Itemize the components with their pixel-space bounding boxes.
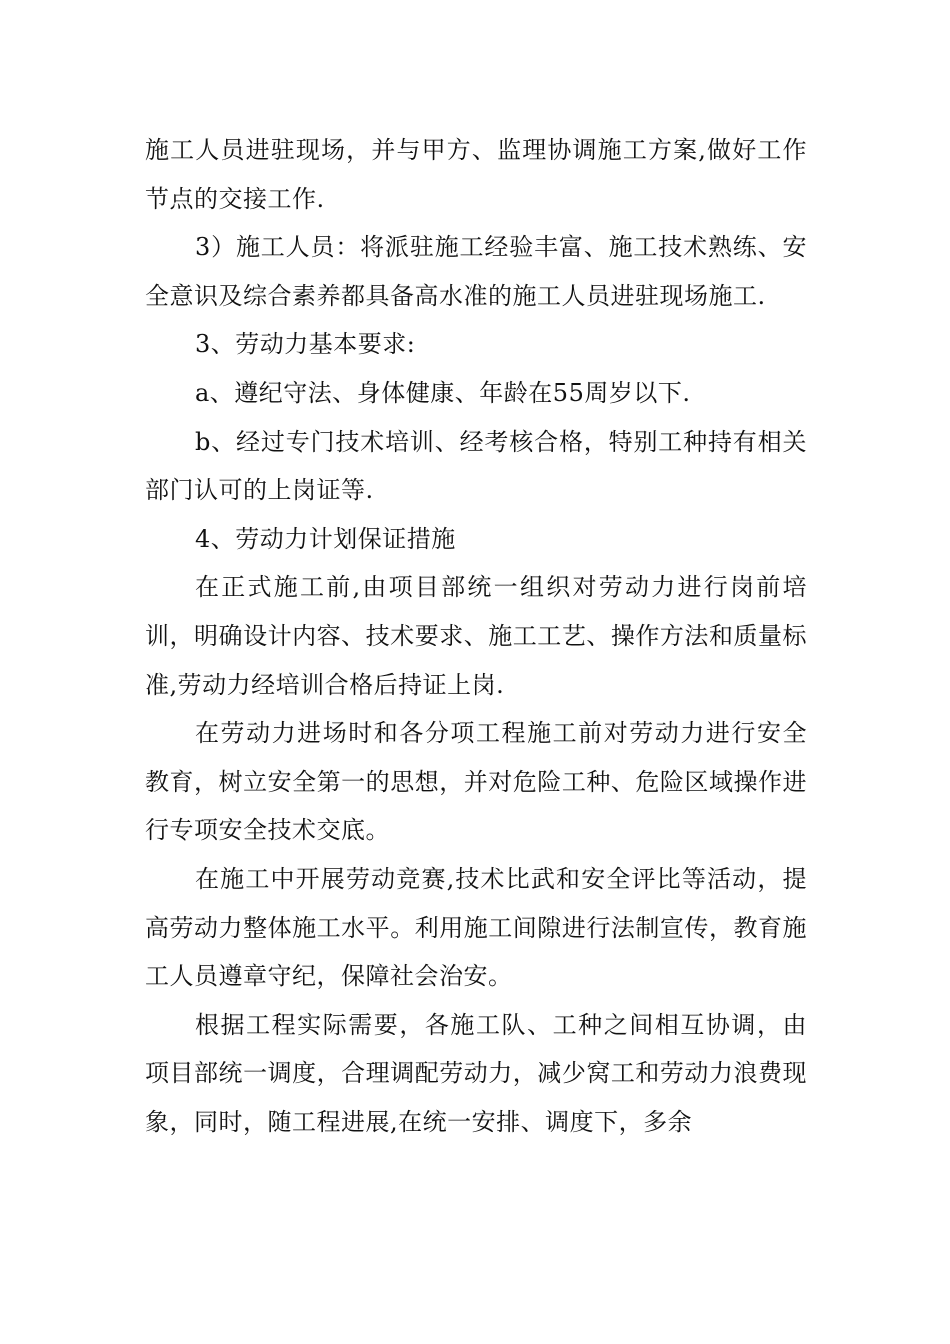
paragraph-10: 根据工程实际需要，各施工队、工种之间相互协调，由项目部统一调度，合理调配劳动力，减少窝工和劳动力浪费现象，同时，随工程进展,在统一安排、调度下，多余 — [145, 1010, 807, 1136]
paragraph-4: a、遵纪守法、身体健康、年龄在55周岁以下. — [195, 378, 691, 407]
paragraph-7: 在正式施工前,由项目部统一组织对劳动力进行岗前培训，明确设计内容、技术要求、施工工艺、操作方法和质量标准,劳动力经培训合格后持证上岗. — [145, 573, 807, 699]
document-page — [145, 126, 807, 1146]
paragraph-6: 4、劳动力计划保证措施 — [195, 524, 456, 553]
paragraph-5: b、经过专门技术培训、经考核合格，特别工种持有相关部门认可的上岗证等. — [145, 427, 807, 505]
paragraph-9: 在施工中开展劳动竞赛,技术比武和安全评比等活动，提高劳动力整体施工水平。利用施工间隙进行法制宣传，教育施工人员遵章守纪，保障社会治安。 — [145, 864, 807, 991]
paragraph-2: 3）施工人员：将派驻施工经验丰富、施工技术熟练、安全意识及综合素养都具备高水准的施工人员进驻现场施工. — [145, 233, 807, 310]
paragraph-1: 施工人员进驻现场，并与甲方、监理协调施工方案,做好工作节点的交接工作. — [145, 136, 807, 213]
paragraph-8: 在劳动力进场时和各分项工程施工前对劳动力进行安全教育，树立安全第一的思想，并对危险工种、危险区域操作进行专项安全技术交底。 — [145, 719, 807, 845]
paragraph-3: 3、劳动力基本要求: — [195, 330, 416, 359]
